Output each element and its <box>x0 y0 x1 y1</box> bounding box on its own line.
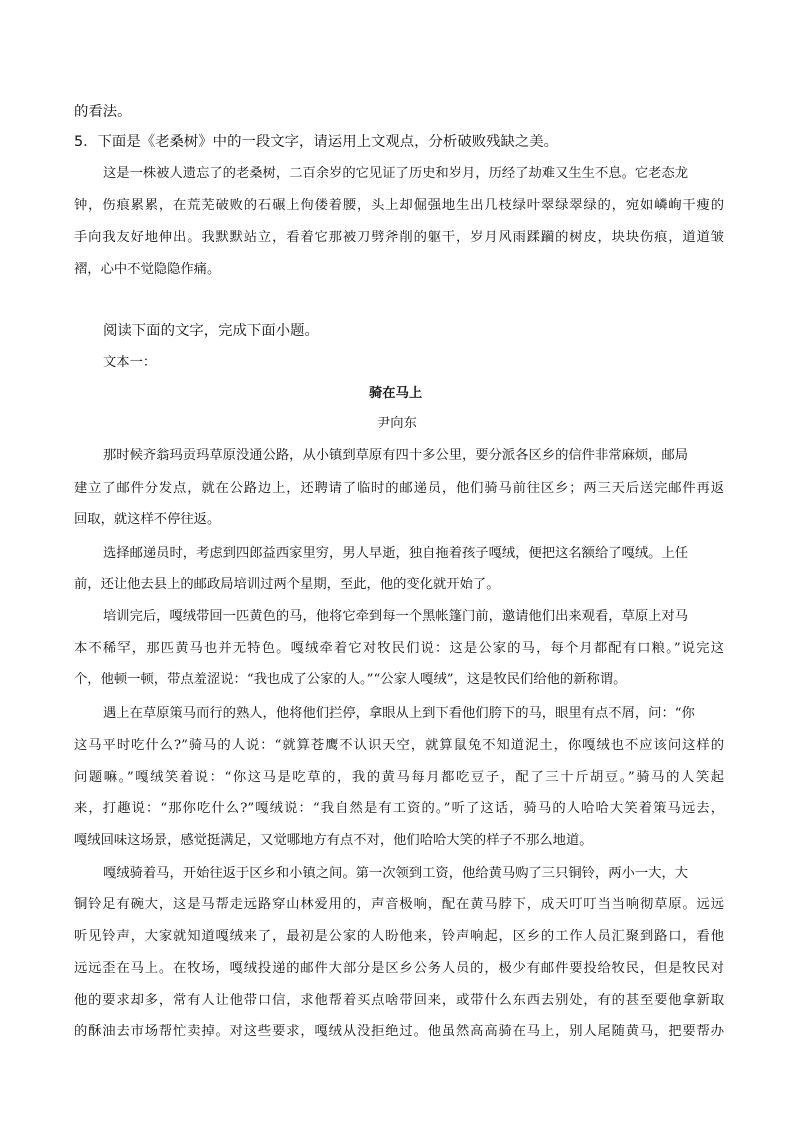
passage-line: 褶，心中不觉隐隐作痛。 <box>74 262 221 277</box>
paragraph-line: 建立了邮件分发点，就在公路边上，还聘请了临时的邮递员，他们骑马前往区乡；两三天后送完邮件再返 <box>74 481 724 496</box>
paragraph-line: 遇上在草原策马而行的熟人，他将他们拦停，拿眼从上到下看他们胯下的马，眼里有点不屑，问：“你 <box>103 706 695 721</box>
paragraph-line: 培训完后，嘎绒带回一匹黄色的马，他将它牵到每一个黑帐篷门前，邀请他们出来观看，草原上对马 <box>103 609 689 624</box>
question-5-stem: 5．下面是《老桑树》中的一段文字，请运用上文观点，分析破败残缺之美。 <box>74 134 559 150</box>
paragraph-line: 问题嘛。”嘎绒笑着说：“你这马是吃草的，我的黄马每月都吃豆子，配了三十斤胡豆。”骑马的人笑起 <box>74 770 724 785</box>
paragraph-line: 选择邮递员时，考虑到四郎益西家里穷，男人早逝，独自拖着孩子嘎绒，便把这名额给了嘎绒。上任 <box>103 546 689 561</box>
paragraph-line: 前，还让他去县上的邮政局培训过两个星期，至此，他的变化就开始了。 <box>74 577 500 592</box>
article-author: 尹向东 <box>377 416 417 431</box>
paragraph-line: 嘎绒骑着马，开始往返于区乡和小镇之间。第一次领到工资，他给黄马购了三只铜铃，两小一大，大 <box>103 866 689 881</box>
paragraph-line: 听见铃声，大家就知道嘎绒来了，最初是公家的人盼他来，铃声响起，区乡的工作人员汇聚到路口，看他 <box>74 929 724 944</box>
paragraph-line: 这马平时吃什么?”骑马的人说：“就算苍鹰不认识天空，就算鼠兔不知道泥土，你嘎绒也不应该问这样的 <box>74 738 724 753</box>
paragraph-line: 他的要求却多，常有人让他带口信，求他帮着买点啥带回来，或带什么东西去别处，有的甚至要他拿新取 <box>74 993 724 1008</box>
paragraph-line: 远远歪在马上。在牧场，嘎绒投递的邮件大部分是区乡公务人员的，极少有邮件要投给牧民，但是牧民对 <box>74 961 724 976</box>
question-tail: 的看法。 <box>74 104 132 120</box>
paragraph-line: 本不稀罕，那匹黄马也并无特色。嘎绒牵着它对牧民们说：这是公家的马，每个月都配有口粮。”说完这 <box>74 641 724 656</box>
passage-line: 手向我友好地伸出。我默默站立，看着它那被刀劈斧削的躯干，岁月风雨蹂躏的树皮，块块伤痕，道道皱 <box>74 230 724 245</box>
paragraph-line: 回取，就这样不停往返。 <box>74 512 221 527</box>
paragraph-line: 来，打趣说：“那你吃什么?”嘎绒说：“我自然是有工资的。”听了这话，骑马的人哈哈大笑着策马远去， <box>74 801 724 816</box>
article-title: 骑在马上 <box>369 386 423 401</box>
passage-line: 这是一株被人遗忘了的老桑树，二百余岁的它见证了历史和岁月，历经了劫难又生生不息。它老态龙 <box>103 166 689 181</box>
paragraph-line: 的酥油去市场帮忙卖掉。对这些要求，嘎绒从没拒绝过。他虽然高高骑在马上，别人尾随黄马，把要帮办 <box>74 1024 724 1039</box>
paragraph-line: 嘎绒回味这场景，感觉挺满足，又觉哪地方有点不对，他们哈哈大笑的样子不那么地道。 <box>74 833 593 848</box>
section-instruction: 阅读下面的文字，完成下面小题。 <box>103 323 319 339</box>
paragraph-line: 铜铃足有碗大，这是马帮走远路穿山林爱用的，声音极响，配在黄马脖下，成天叮叮当当响彻草原。远远 <box>74 897 724 912</box>
text-label: 文本一： <box>103 355 157 370</box>
passage-line: 钟，伤痕累累，在荒芜破败的石碾上佝偻着腰，头上却倔强地生出几枝绿叶翠绿翠绿的，宛如嶙峋干瘦的 <box>74 198 724 213</box>
paragraph-line: 个，他顿一顿，带点羞涩说：“我也成了公家的人。”“公家人嘎绒”，这是牧民们给他的新称谓。 <box>74 672 627 687</box>
paragraph-line: 那时候齐翁玛贡玛草原没通公路，从小镇到草原有四十多公里，要分派各区乡的信件非常麻烦，邮局 <box>103 448 689 463</box>
